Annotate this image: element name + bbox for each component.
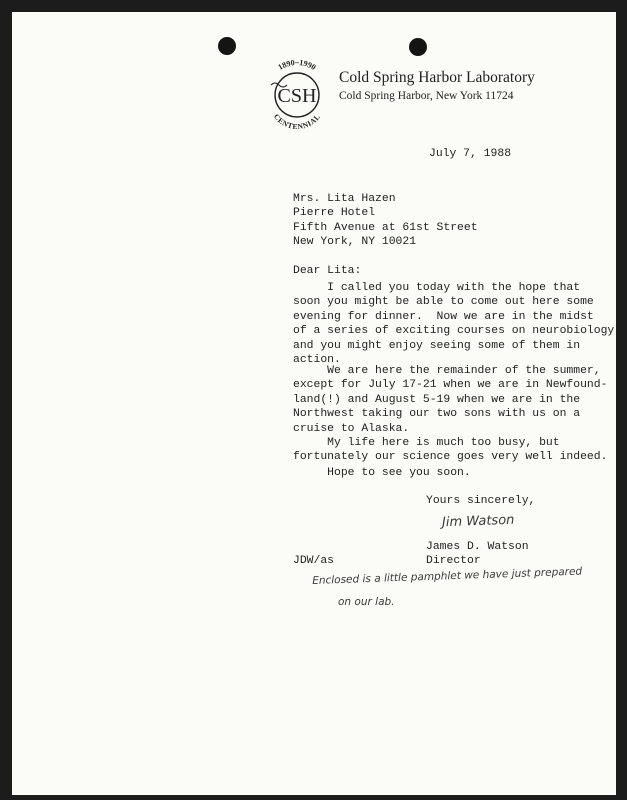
letter-date: July 7, 1988 (429, 148, 512, 160)
svg-text:CENTENNIAL (272, 112, 322, 131)
punch-hole-left (218, 37, 236, 55)
handwritten-note-line1: Enclosed is a little pamphlet we have just prepared (312, 565, 583, 587)
salutation: Dear Lita: (293, 265, 362, 277)
body-paragraph-4: Hope to see you soon. (293, 467, 471, 479)
signature: Jim Watson (441, 512, 515, 531)
recipient-line2: Pierre Hotel (293, 207, 376, 219)
recipient-line4: New York, NY 10021 (293, 236, 417, 248)
handwritten-note-line2: on our lab. (338, 596, 395, 608)
csh-centennial-logo (257, 55, 337, 135)
body-paragraph-3: My life here is much too busy, but fortunately our science goes very well indeed. (293, 437, 608, 464)
closing: Yours sincerely, (426, 495, 536, 507)
svg-text:1890–1990 (276, 58, 317, 72)
letter-page (12, 12, 616, 795)
org-address: Cold Spring Harbor, New York 11724 (339, 90, 514, 102)
typist-initials: JDW/as (293, 555, 335, 567)
signer-title: Director (426, 555, 481, 567)
signer-name: James D. Watson (426, 541, 529, 553)
body-paragraph-2: We are here the remainder of the summer, except for July 17-21 when we are in Newfound- land(!) and August 5-19 when we are in the Northwest taking our two sons with us on a cruise to Alaska. (293, 365, 608, 435)
recipient-name: Mrs. Lita Hazen (293, 193, 396, 205)
punch-hole-right (409, 38, 427, 56)
body-paragraph-1: I called you today with the hope that soon you might be able to come out here some evening for dinner. Now we are in the midst of a series of exciting courses on neurobiology and you might enjoy seeing some of them in action. (293, 282, 615, 367)
recipient-line3: Fifth Avenue at 61st Street (293, 222, 478, 234)
org-name: Cold Spring Harbor Laboratory (339, 69, 535, 86)
logo-bottom-arc: CENTENNIAL (271, 112, 322, 132)
logo-text: CSH (277, 85, 317, 107)
logo-top-arc: 1890–1990 (276, 58, 318, 72)
